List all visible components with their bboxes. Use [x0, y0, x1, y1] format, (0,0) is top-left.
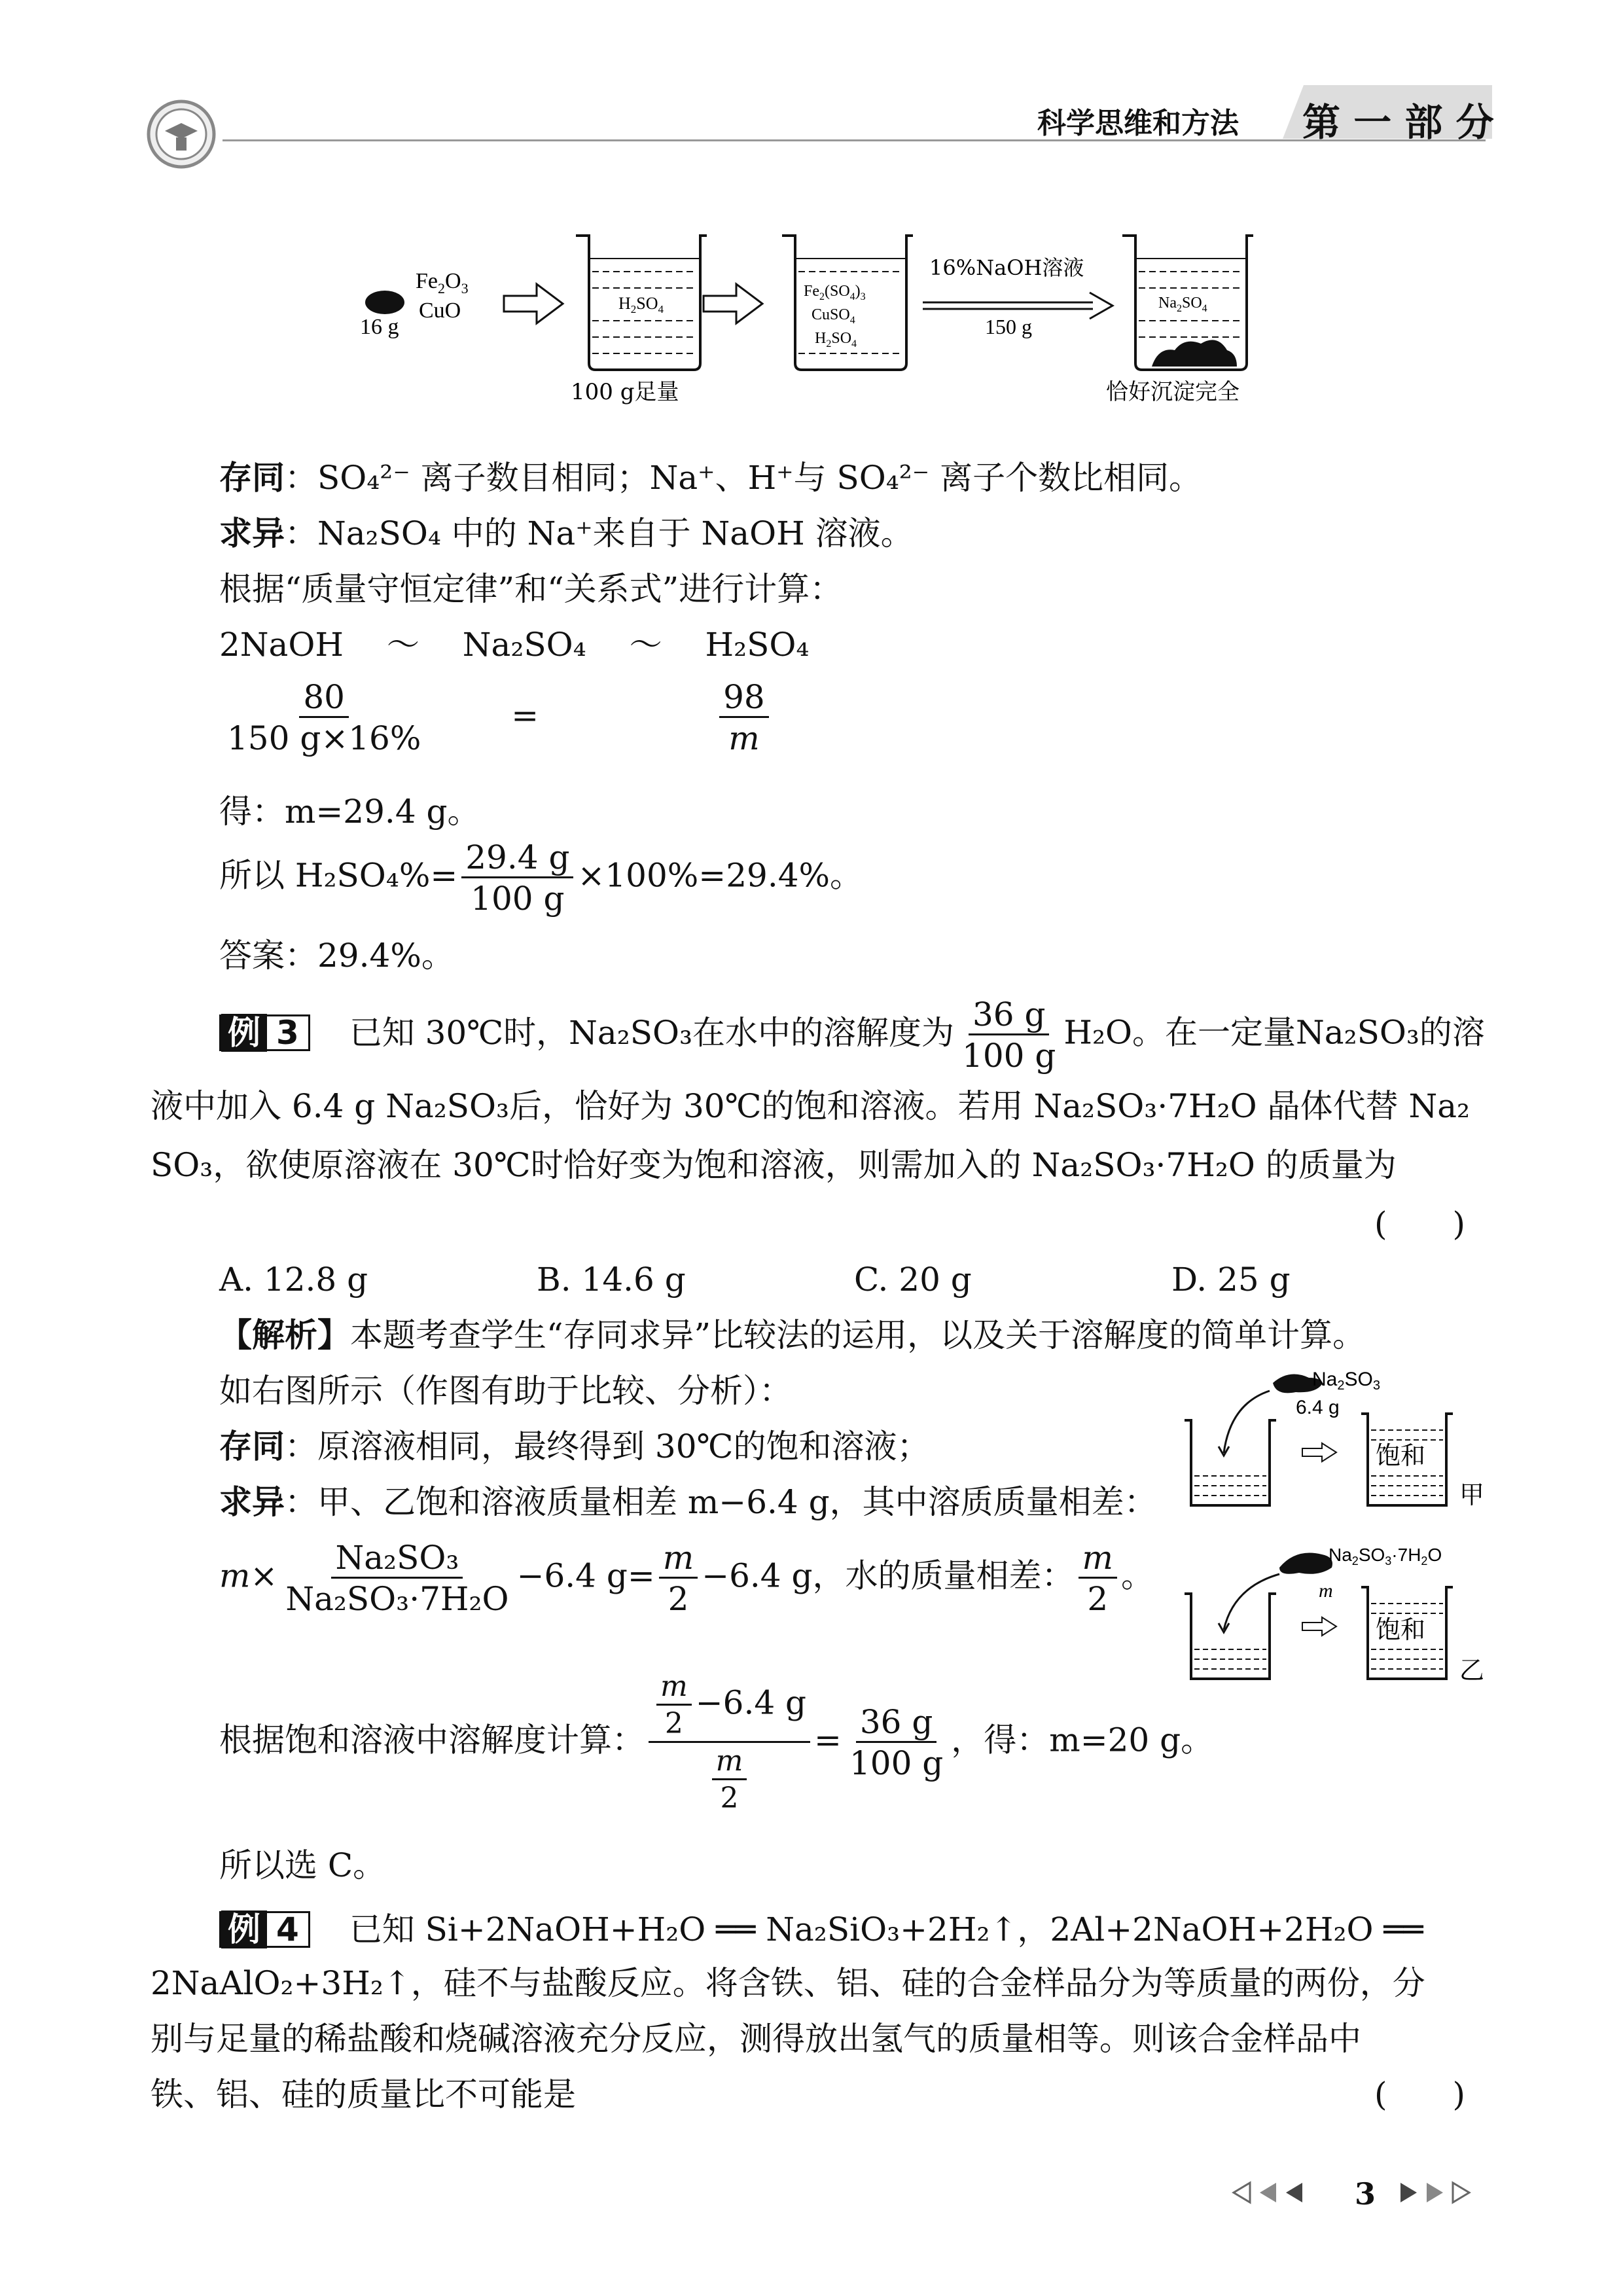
- solid-sample: [365, 291, 404, 314]
- ex3-same-line: 存同：原溶液相同，最终得到 30℃的饱和溶液；: [219, 1427, 930, 1465]
- ratio-left-fraction: $\frac{80}{150 g\times 16\%}$: [227, 678, 421, 757]
- ratio-equals: =: [511, 696, 539, 734]
- arrow-1-icon: [504, 284, 563, 323]
- arrow-2-icon: [704, 284, 762, 323]
- relation-term: Na₂SO₄: [462, 626, 586, 664]
- relation-term: 2NaOH: [219, 626, 344, 664]
- ex3-line-3: SO₃，欲使原溶液在 30℃时恰好变为饱和溶液，则需加入的 Na₂SO₃·7H₂O 的质量为: [151, 1146, 1397, 1184]
- answer-line: 答案：29.4%。: [219, 937, 454, 975]
- beaker-2: [782, 236, 913, 370]
- header-subtitle: 科学思维和方法: [1037, 107, 1239, 140]
- option-c: C. 20 g: [854, 1261, 972, 1299]
- precipitate: [1152, 340, 1237, 367]
- ex3-label: 例 3: [219, 1014, 310, 1051]
- beaker-1: [571, 236, 707, 405]
- ex4-label: 例 4: [219, 1911, 310, 1948]
- same-text: ：SO₄²⁻ 离子数目相同；Na⁺、H⁺与 SO₄²⁻ 离子个数比相同。: [285, 459, 1202, 497]
- ex4-line-3: 别与足量的稀盐酸和烧碱溶液充分反应，测得放出氢气的质量相等。则该合金样品中: [151, 2020, 1361, 2058]
- beaker-3: [1106, 236, 1253, 405]
- diff-line: [219, 514, 914, 552]
- reaction-flow-diagram: [340, 223, 1296, 419]
- ex4-line-2: 2NaAlO₂+3H₂↑，硅不与盐酸反应。将含铁、铝、硅的合金样品分为等质量的两份，分: [151, 1964, 1425, 2002]
- diff-text: ：Na₂SO₄ 中的 Na⁺来自于 NaOH 溶液。: [285, 514, 914, 552]
- solid-mass: 16 g: [360, 315, 399, 339]
- relation-line: [219, 626, 810, 664]
- basis-line: 根据“质量守恒定律”和“关系式”进行计算：: [219, 570, 843, 608]
- svg-text:Na2SO4: $Na_2SO_4$: [1158, 295, 1207, 314]
- relation-tilde: ～: [386, 626, 419, 664]
- ex4-line-1: 例 4 已知 Si+2NaOH+H₂O ══ Na₂SiO₃+2H₂↑，2Al+2NaOH+2H₂O ══: [219, 1911, 1423, 1948]
- solubility-ratio-fraction: $\frac{36 g}{100 g}$: [849, 1703, 944, 1782]
- book-logo-icon: [145, 98, 217, 170]
- solid-formula-cuo: CuO: [419, 298, 461, 323]
- analysis-line: 【解析】本题考查学生“存同求异”比较法的运用，以及关于溶解度的简单计算。: [219, 1316, 1366, 1354]
- solid-formula-fe2o3: $Fe_2O_3$: [416, 269, 469, 296]
- option-b: B. 14.6 g: [537, 1261, 686, 1299]
- top-result: 饱和: [1376, 1441, 1426, 1470]
- same-line: [219, 459, 1202, 497]
- next-page-arrows-icon[interactable]: [1394, 2179, 1492, 2206]
- same-label: 存同: [219, 459, 285, 497]
- ex3-answer-bracket: ( ): [1374, 1205, 1466, 1243]
- arrow-mass: 150 g: [985, 315, 1032, 338]
- bottom-mass: m: [1319, 1580, 1333, 1602]
- analysis-label: 【解析】: [219, 1316, 350, 1354]
- top-tag: 甲: [1459, 1480, 1485, 1509]
- ex3-diff-line: 求异：甲、乙饱和溶液质量相差 m−6.4 g，其中溶质质量相差：: [219, 1483, 1157, 1521]
- header-rule: [223, 139, 1486, 141]
- molar-ratio-fraction: $\frac{\text{Na₂SO₃}}{\text{Na₂SO₃·7H₂O}}$: [285, 1539, 509, 1618]
- top-mass: 6.4 g: [1296, 1397, 1340, 1418]
- choose-line: 所以选 C。: [219, 1846, 386, 1884]
- bottom-result: 饱和: [1376, 1615, 1426, 1644]
- beaker-3-caption: 恰好沉淀完全: [1106, 379, 1240, 405]
- ex4-line-4: 铁、铝、硅的质量比不可能是: [151, 2075, 576, 2113]
- fig-note-line: 如右图所示（作图有助于比较、分析）：: [219, 1372, 792, 1410]
- bottom-reagent: $Na_2SO_3\cdot 7H_2O$: [1329, 1545, 1442, 1568]
- relation-tilde: ～: [629, 626, 662, 664]
- prev-page-arrows-icon[interactable]: [1230, 2179, 1329, 2206]
- beaker-1-caption: 100 g足量: [571, 379, 679, 405]
- option-d: D. 25 g: [1171, 1261, 1291, 1299]
- header-part-label: 第 一 部 分: [1302, 100, 1494, 145]
- ratio-line: [219, 678, 773, 757]
- svg-text:Fe2(SO4)3: $Fe_2(SO_4)_3$: [804, 283, 866, 302]
- percent-fraction: $\frac{29.4 g}{100 g}$: [461, 841, 573, 915]
- page-number: 3: [1355, 2176, 1376, 2212]
- option-a: A. 12.8 g: [219, 1261, 368, 1299]
- ex3-line-1: 例 3 已知 30℃时，Na₂SO₃在水中的溶解度为 $\frac{36 g}{100 g}$ H₂O。在一定量Na₂SO₃的溶: [219, 998, 1485, 1072]
- solute-diff-line: m× $\frac{\text{Na₂SO₃}}{\text{Na₂SO₃·7H₂O}}$ −6.4 g= $\frac{m}{2}$ −6.4 g，水的质量相差： $\frac{m}{2}$ 。: [219, 1539, 1154, 1618]
- result-line: 得：m=29.4 g。: [219, 793, 480, 831]
- svg-text:H2SO4: $H_2SO_4$: [618, 294, 664, 315]
- water-diff-fraction: $\frac{m}{2}$: [1079, 1541, 1117, 1615]
- arrow-reagent: 16%NaOH溶液: [929, 255, 1084, 280]
- ratio-right-fraction: $\frac{98}{m}$: [719, 681, 769, 755]
- percent-line: 所以 H₂SO₄%= $\frac{29.4 g}{100 g}$ ×100%=29.4%。: [219, 838, 863, 918]
- diff-label: 求异: [219, 514, 285, 552]
- compound-fraction: $\frac{m}{2}$ −6.4 g $\frac{m}{2}$: [649, 1672, 810, 1813]
- solubility-calc-line: 根据饱和溶液中溶解度计算： $\frac{m}{2}$ −6.4 g $\frac{m}{2}$ = $\frac{36 g}{100 g}$ ，得：m=20 g。: [219, 1670, 1214, 1815]
- half-m-fraction: $\frac{m}{2}$: [659, 1541, 698, 1615]
- svg-text:CuSO4: CuSO$_4$: [812, 306, 855, 326]
- ex4-answer-bracket: ( ): [1374, 2075, 1466, 2113]
- relation-term: H₂SO₄: [705, 626, 810, 664]
- svg-text:H2SO4: $H_2SO_4$: [815, 330, 857, 350]
- ex3-line-2: 液中加入 6.4 g Na₂SO₃后，恰好为 30℃的饱和溶液。若用 Na₂SO₃·7H₂O 晶体代替 Na₂: [151, 1087, 1471, 1125]
- saturation-comparison-diagram: [1171, 1358, 1499, 1705]
- solubility-fraction: $\frac{36 g}{100 g}$: [962, 996, 1056, 1075]
- top-reagent: $Na_2SO_3$: [1312, 1369, 1380, 1393]
- bottom-tag: 乙: [1459, 1656, 1485, 1685]
